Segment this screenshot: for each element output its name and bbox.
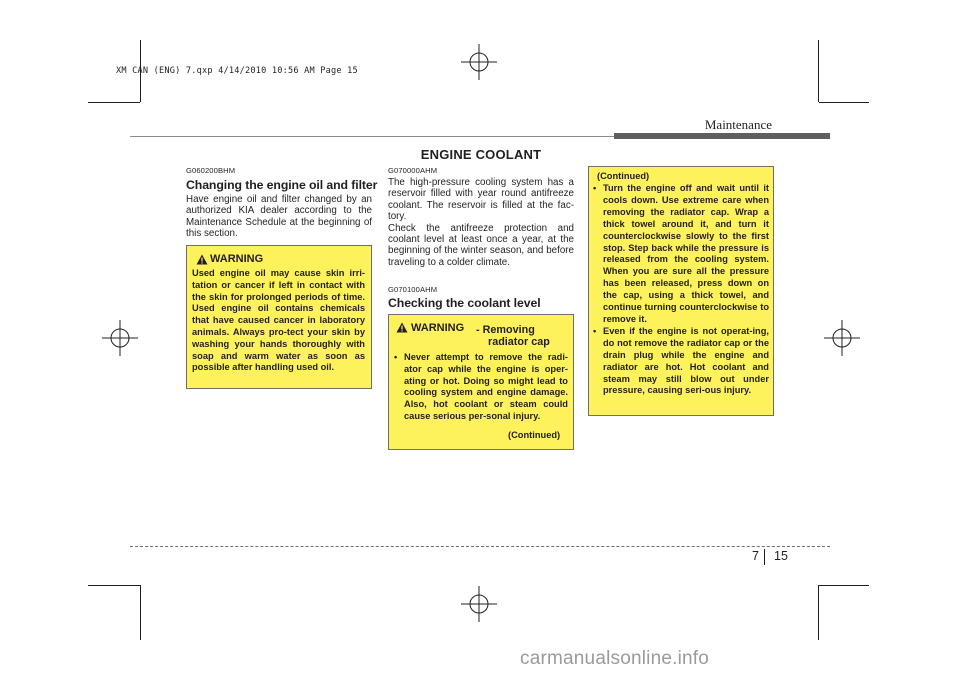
crop-mark	[140, 585, 141, 640]
registration-mark-icon	[461, 586, 497, 622]
warning-text: Used engine oil may cause skin irri-tation or cancer if left in contact with the skin for prolonged periods of time. Used engine oil contains chemicals that have caused cancer in laboratory animals. Always pro-tect your skin by washing your hands thoroughly with soap and warm water as soon as possible after handling used oil.	[192, 268, 365, 373]
crop-mark	[819, 102, 869, 103]
print-slug: XM CAN (ENG) 7.qxp 4/14/2010 10:56 AM Page 15	[116, 66, 358, 76]
warning-text	[393, 352, 568, 423]
registration-mark-icon	[102, 320, 138, 356]
watermark: carmanualsonline.info	[520, 648, 710, 669]
crop-mark	[818, 585, 819, 640]
registration-mark-icon	[461, 44, 497, 80]
warning-title: WARNING	[411, 322, 465, 334]
section-code: G070100AHM	[388, 285, 438, 294]
warning-triangle-icon	[196, 254, 208, 265]
body-paragraph: The high-pressure cooling system has a reservoir filled with year round antifreeze coolant. The reservoir is filled at the fac-tory. Check the antifreeze protection and coolant level at least once a year, at the beginning of the winter season, and before traveling to a colder climate.	[388, 177, 574, 268]
section-heading: Changing the engine oil and filter	[186, 178, 378, 192]
section-title: ENGINE COOLANT	[420, 147, 542, 162]
warning-triangle-icon	[396, 322, 408, 333]
continued-label: (Continued)	[597, 171, 650, 181]
section-code: G060200BHM	[186, 166, 236, 175]
warning-subtitle: - Removing	[476, 324, 535, 336]
crop-mark	[88, 102, 140, 103]
section-code: G070000AHM	[388, 166, 438, 175]
registration-mark-icon	[824, 320, 860, 356]
crop-mark	[819, 585, 869, 586]
header-rule-accent	[614, 133, 830, 139]
crop-mark	[88, 585, 140, 586]
warning-subtitle: radiator cap	[488, 336, 550, 348]
footer-rule	[130, 546, 830, 547]
list-item: • Never attempt to remove the radi-ator cap while the engine is oper-ating or hot. Doing so might lead to cooling system and engine damage. Also, hot coolant or steam could cause serious per-sonal injury.	[393, 352, 568, 423]
page-number-separator	[764, 549, 765, 565]
running-title: Maintenance	[704, 117, 772, 132]
body-paragraph: Have engine oil and filter changed by an authorized KIA dealer according to the Maintenance Schedule at the beginning of this section.	[186, 194, 372, 240]
warning-title: WARNING	[210, 253, 264, 265]
list-item: • Even if the engine is not operat-ing, do not remove the radiator cap or the drain plug while the engine and radiator are hot. Hot coolant and steam may still blow out under pressure, causing seri-ous injury.	[592, 326, 769, 397]
crop-mark	[818, 40, 819, 102]
chapter-number: 7	[752, 549, 759, 563]
page-number-value: 15	[774, 549, 788, 563]
section-heading: Checking the coolant level	[388, 296, 541, 310]
list-item: • Turn the engine off and wait until it cools down. Use extreme care when removing the radiator cap. Wrap a thick towel around it, and turn it counterclockwise slowly to the first stop. Step back while the pressure is released from the cooling system. When you are sure all the pressure has been released, press down on the cap, using a thick towel, and continue turning counterclockwise to remove it.	[592, 183, 769, 326]
continued-label: (Continued)	[508, 430, 561, 440]
warning-text	[592, 183, 769, 397]
